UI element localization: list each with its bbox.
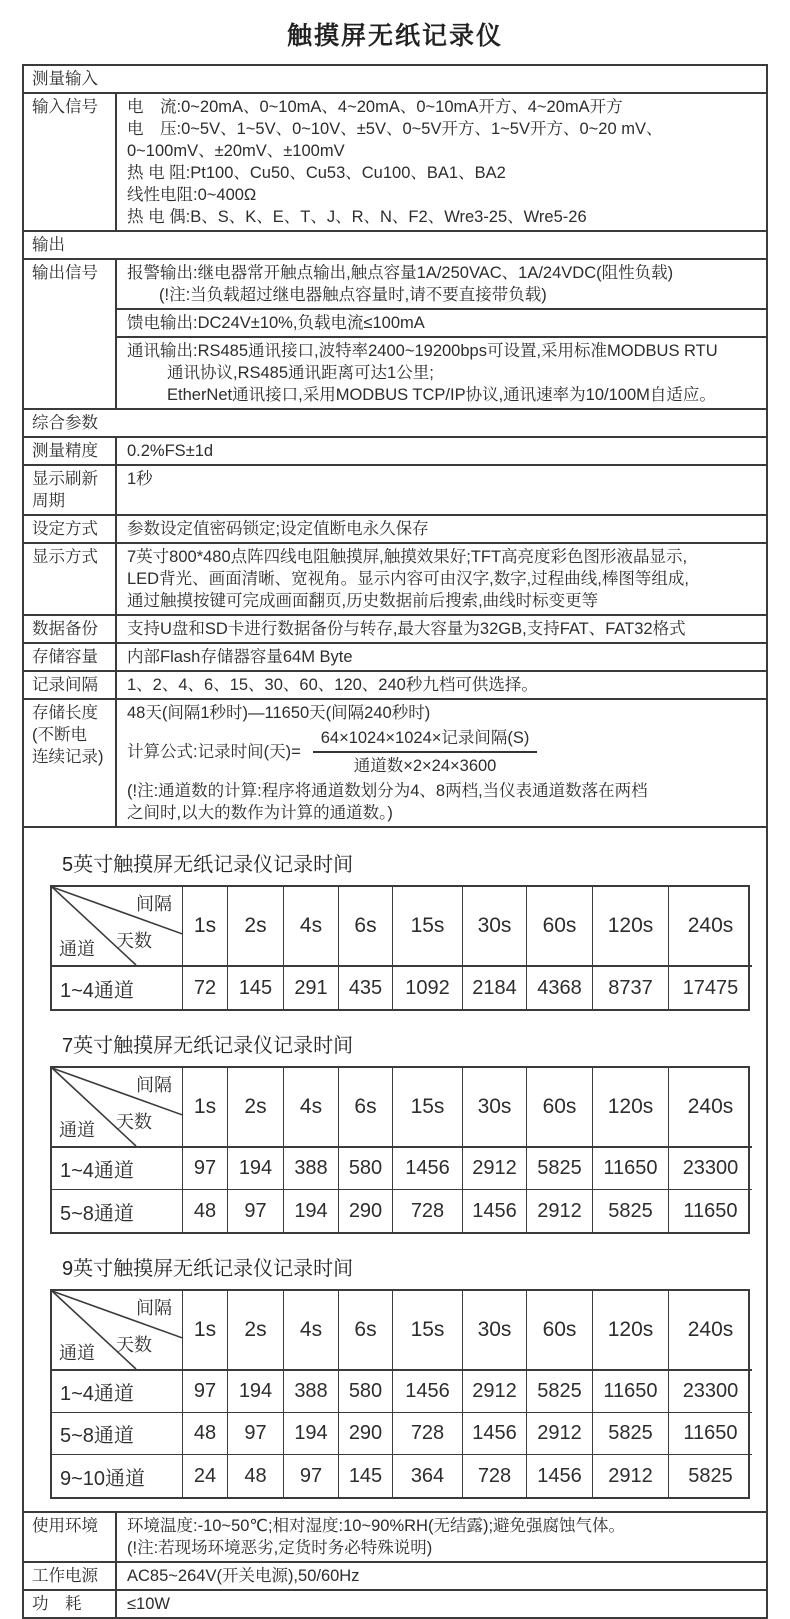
- channel-row-label: 1~4通道: [52, 1371, 182, 1413]
- interval-header-cell: 30s: [462, 1068, 526, 1148]
- interval-header-cell: 2s: [227, 1068, 283, 1148]
- environment-label: 使用环境: [24, 1513, 117, 1561]
- spec-row-backup: [24, 614, 766, 642]
- display-line: 通过触摸按键可完成画面翻页,历史数据前后搜索,曲线时标变更等: [127, 592, 599, 610]
- interval-header-cell: 120s: [592, 1068, 668, 1148]
- formula-prefix: 计算公式:记录时间(天)=: [127, 743, 301, 761]
- interval-header-cell: 240s: [668, 1068, 752, 1148]
- record-days-cell: 48: [227, 1455, 283, 1497]
- record-days-cell: 5825: [592, 1413, 668, 1455]
- interval-header-cell: 4s: [283, 1291, 338, 1371]
- display-line: LED背光、画面清晰、宽视角。显示内容可由汉字,数字,过程曲线,棒图等组成,: [127, 570, 689, 588]
- environment-note: (!注:若现场环境恶劣,定货时务必特殊说明): [127, 1539, 433, 1557]
- interval-header-cell: 30s: [462, 1291, 526, 1371]
- record-days-cell: 388: [283, 1148, 338, 1190]
- record-table-title-5inch: 5英寸触摸屏无纸记录仪记录时间: [62, 854, 354, 876]
- record-days-cell: 2912: [462, 1371, 526, 1413]
- channel-row-label: 1~4通道: [52, 1148, 182, 1190]
- record-days-cell: 5825: [668, 1455, 752, 1497]
- corner-label-channel: 通道: [59, 939, 95, 959]
- section-output: 输出: [24, 230, 766, 258]
- record-days-cell: 194: [283, 1413, 338, 1455]
- refresh-label: [24, 466, 117, 514]
- refresh-label-line: 显示刷新: [32, 470, 98, 488]
- interval-header-cell: 240s: [668, 887, 752, 967]
- channel-row-label: 9~10通道: [60, 1467, 146, 1490]
- input-signal-label: 输入信号: [24, 94, 117, 230]
- input-signal-line: 热 电 阻:Pt100、Cu50、Cu53、Cu100、BA1、BA2: [127, 164, 506, 182]
- corner-header-cell: [52, 887, 182, 967]
- record-days-cell: 194: [283, 1190, 338, 1232]
- corner-header-cell: [52, 1291, 182, 1371]
- comm-output-line: EtherNet通讯接口,采用MODBUS TCP/IP协议,通讯速率为10/100M自适应。: [167, 386, 716, 404]
- spec-row-interval: [24, 670, 766, 698]
- storage-note-line: 之间时,以大的数作为计算的通道数。): [127, 804, 393, 822]
- interval-header-cell: 6s: [338, 1068, 392, 1148]
- record-days-cell: 728: [392, 1413, 462, 1455]
- spec-row-capacity: [24, 642, 766, 670]
- record-days-cell: 4368: [526, 967, 592, 1009]
- record-days-cell: 17475: [668, 967, 752, 1009]
- storage-label-line: 连续记录): [32, 748, 104, 766]
- comm-output-block: [117, 336, 766, 408]
- spec-row-output-signal: [24, 258, 766, 408]
- channel-row-label: 5~8通道: [60, 1202, 134, 1225]
- record-days-cell: 48: [182, 1190, 227, 1232]
- interval-header-cell: 2s: [227, 887, 283, 967]
- record-days-cell: 1092: [392, 967, 462, 1009]
- corner-header-cell: [52, 1068, 182, 1148]
- record-days-cell: 2912: [462, 1148, 526, 1190]
- spec-row-accuracy: [24, 436, 766, 464]
- record-days-cell: 11650: [592, 1148, 668, 1190]
- record-days-cell: 11650: [668, 1413, 752, 1455]
- record-days-cell: 1456: [392, 1148, 462, 1190]
- input-signal-line: 0~100mV、±20mV、±100mV: [127, 142, 345, 160]
- interval-header-cell: 240s: [668, 1291, 752, 1371]
- formula-numerator: 64×1024×1024×记录间隔(S): [313, 726, 538, 753]
- record-days-cell: 97: [227, 1413, 283, 1455]
- record-days-cell: 364: [392, 1455, 462, 1497]
- interval-header-cell: 1s: [182, 1068, 227, 1148]
- refresh-value: 1秒: [127, 470, 153, 488]
- interval-header-cell: 4s: [283, 887, 338, 967]
- record-days-cell: 97: [283, 1455, 338, 1497]
- record-table-9inch: [50, 1289, 750, 1499]
- capacity-value: 内部Flash存储器容量64M Byte: [127, 648, 353, 666]
- interval-header-cell: 15s: [392, 1068, 462, 1148]
- display-label: 显示方式: [24, 544, 117, 614]
- channel-row-label: 1~4通道: [60, 979, 134, 1002]
- corner-label-days: 天数: [116, 931, 152, 951]
- consumption-label: 功 耗: [24, 1591, 117, 1617]
- spec-row-display: [24, 542, 766, 614]
- interval-header-cell: 4s: [283, 1068, 338, 1148]
- storage-length-label: [24, 700, 117, 826]
- interval-header-cell: 15s: [392, 887, 462, 967]
- record-days-cell: 1456: [526, 1455, 592, 1497]
- comm-output-line: 通讯输出:RS485通讯接口,波特率2400~19200bps可设置,采用标准MODBUS RTU: [127, 342, 718, 360]
- spec-table: [22, 64, 768, 1619]
- spec-row-refresh: [24, 464, 766, 514]
- setting-value: 参数设定值密码锁定;设定值断电永久保存: [127, 520, 429, 538]
- formula-denominator: 通道数×2×24×3600: [353, 757, 497, 775]
- spec-row-input-signal: [24, 92, 766, 230]
- interval-header-cell: 15s: [392, 1291, 462, 1371]
- record-days-cell: 11650: [668, 1190, 752, 1232]
- record-days-cell: 1456: [392, 1371, 462, 1413]
- interval-label: 记录间隔: [24, 672, 117, 698]
- interval-header-cell: 2s: [227, 1291, 283, 1371]
- corner-label-channel: 通道: [59, 1343, 95, 1363]
- backup-label: 数据备份: [24, 616, 117, 642]
- record-days-cell: 5825: [526, 1148, 592, 1190]
- storage-formula: [127, 726, 762, 778]
- channel-row-label: 5~8通道: [52, 1413, 182, 1455]
- section-measure-input: 测量输入: [32, 70, 98, 88]
- interval-value: 1、2、4、6、15、30、60、120、240秒九档可供选择。: [127, 676, 538, 694]
- environment-content: [117, 1513, 766, 1561]
- input-signal-line: 电 压:0~5V、1~5V、0~10V、±5V、0~5V开方、1~5V开方、0~20 mV、: [127, 120, 663, 138]
- spec-row-setting: [24, 514, 766, 542]
- interval-header-cell: 60s: [526, 1291, 592, 1371]
- record-days-cell: 5825: [592, 1190, 668, 1232]
- power-label: 工作电源: [24, 1563, 117, 1589]
- record-days-cell: 2184: [462, 967, 526, 1009]
- setting-label: 设定方式: [24, 516, 117, 542]
- display-line: 7英寸800*480点阵四线电阻触摸屏,触摸效果好;TFT高亮度彩色图形液晶显示,: [127, 548, 688, 566]
- comm-output-line: 通讯协议,RS485通讯距离可达1公里;: [167, 364, 434, 382]
- record-table-title-7inch: 7英寸触摸屏无纸记录仪记录时间: [62, 1035, 354, 1057]
- alarm-output-line: 报警输出:继电器常开触点输出,触点容量1A/250VAC、1A/24VDC(阻性负载): [127, 264, 674, 282]
- spec-row-consumption: [24, 1589, 766, 1617]
- interval-header-cell: 6s: [338, 1291, 392, 1371]
- record-days-cell: 2912: [592, 1455, 668, 1497]
- input-signal-line: 电 流:0~20mA、0~10mA、4~20mA、0~10mA开方、4~20mA开方: [127, 98, 623, 116]
- accuracy-value: 0.2%FS±1d: [127, 442, 214, 460]
- output-signal-label: 输出信号: [24, 260, 117, 408]
- accuracy-label: 测量精度: [24, 438, 117, 464]
- corner-label-channel: 通道: [59, 1120, 95, 1140]
- record-days-cell: 728: [462, 1455, 526, 1497]
- capacity-label: 存储容量: [24, 644, 117, 670]
- record-days-cell: 1456: [462, 1413, 526, 1455]
- spec-row-storage-length: [24, 698, 766, 826]
- record-days-cell: 291: [283, 967, 338, 1009]
- input-signal-line: 线性电阻:0~400Ω: [127, 186, 257, 204]
- alarm-output-block: [117, 260, 766, 308]
- record-days-cell: 2912: [526, 1413, 592, 1455]
- interval-header-cell: 60s: [526, 887, 592, 967]
- record-days-cell: 290: [338, 1190, 392, 1232]
- record-days-cell: 194: [227, 1148, 283, 1190]
- corner-label-interval: 间隔: [136, 1298, 172, 1318]
- record-days-cell: 8737: [592, 967, 668, 1009]
- record-days-cell: 290: [338, 1413, 392, 1455]
- record-days-cell: 1456: [462, 1190, 526, 1232]
- storage-note-line: (!注:通道数的计算:程序将通道数划分为4、8两档,当仪表通道数落在两档: [127, 782, 648, 800]
- feed-output-block: 馈电输出:DC24V±10%,负载电流≤100mA: [117, 308, 766, 336]
- display-content: [117, 544, 766, 614]
- record-days-cell: 580: [338, 1371, 392, 1413]
- record-days-cell: 580: [338, 1148, 392, 1190]
- record-days-cell: 435: [338, 967, 392, 1009]
- record-table-title-9inch: 9英寸触摸屏无纸记录仪记录时间: [62, 1258, 354, 1280]
- record-days-cell: 145: [338, 1455, 392, 1497]
- alarm-output-note: (!注:当负载超过继电器触点容量时,请不要直接带负载): [159, 286, 547, 304]
- record-days-cell: 728: [392, 1190, 462, 1232]
- interval-header-cell: 30s: [462, 887, 526, 967]
- corner-label-interval: 间隔: [136, 1075, 172, 1095]
- interval-header-cell: 120s: [592, 1291, 668, 1371]
- page-title: 触摸屏无纸记录仪: [286, 22, 503, 50]
- interval-header-cell: 120s: [592, 887, 668, 967]
- record-days-cell: 11650: [592, 1371, 668, 1413]
- record-days-cell: 5825: [526, 1371, 592, 1413]
- record-days-cell: 23300: [668, 1371, 752, 1413]
- record-days-cell: 24: [182, 1455, 227, 1497]
- record-days-cell: 145: [227, 967, 283, 1009]
- record-table-7inch: [50, 1066, 750, 1234]
- spec-row-environment: [24, 1511, 766, 1561]
- record-days-cell: 48: [182, 1413, 227, 1455]
- environment-line: 环境温度:-10~50℃;相对湿度:10~90%RH(无结露);避免强腐蚀气体。: [127, 1517, 626, 1535]
- input-signal-content: [117, 94, 766, 230]
- output-signal-content: [117, 260, 766, 408]
- record-days-cell: 72: [182, 967, 227, 1009]
- record-tables-region: [24, 826, 766, 1511]
- section-general-params: 综合参数: [24, 408, 766, 436]
- record-days-cell: 194: [227, 1371, 283, 1413]
- corner-label-days: 天数: [116, 1335, 152, 1355]
- record-table-5inch: [50, 885, 750, 1011]
- interval-header-cell: 6s: [338, 887, 392, 967]
- record-days-cell: 97: [182, 1371, 227, 1413]
- record-days-cell: 2912: [526, 1190, 592, 1232]
- power-value: AC85~264V(开关电源),50/60Hz: [127, 1567, 360, 1585]
- spec-row-power: [24, 1561, 766, 1589]
- record-days-cell: 97: [227, 1190, 283, 1232]
- record-days-cell: 388: [283, 1371, 338, 1413]
- backup-value: 支持U盘和SD卡进行数据备份与转存,最大容量为32GB,支持FAT、FAT32格式: [127, 620, 686, 638]
- consumption-value: ≤10W: [127, 1595, 170, 1613]
- corner-label-days: 天数: [116, 1112, 152, 1132]
- storage-range-line: 48天(间隔1秒时)—11650天(间隔240秒时): [127, 704, 431, 722]
- corner-label-interval: 间隔: [136, 894, 172, 914]
- refresh-label-line: 周期: [32, 492, 65, 510]
- interval-header-cell: 1s: [182, 887, 227, 967]
- interval-header-cell: 1s: [182, 1291, 227, 1371]
- storage-length-content: [117, 700, 766, 826]
- record-days-cell: 23300: [668, 1148, 752, 1190]
- storage-label-line: (不断电: [32, 726, 87, 744]
- interval-header-cell: 60s: [526, 1068, 592, 1148]
- formula-fraction: [313, 726, 538, 778]
- input-signal-line: 热 电 偶:B、S、K、E、T、J、R、N、F2、Wre3-25、Wre5-26: [127, 208, 587, 226]
- storage-label-line: 存储长度: [32, 704, 98, 722]
- record-days-cell: 97: [182, 1148, 227, 1190]
